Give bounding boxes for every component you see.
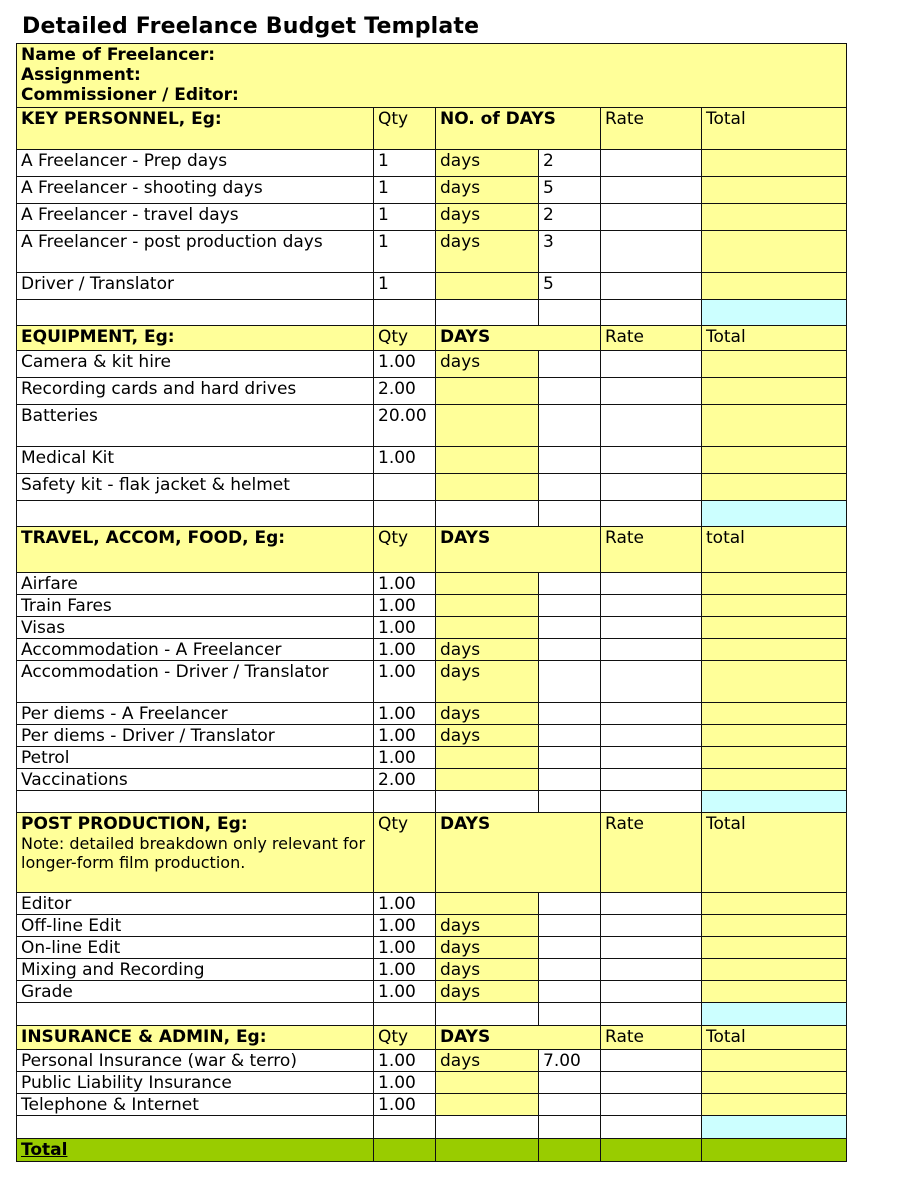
blank-cell [436,1116,539,1139]
item-cell: On-line Edit [17,937,374,959]
blank-cell [601,300,702,326]
total-cell [702,725,847,747]
item-cell: Editor [17,893,374,915]
days-count-cell: 7.00 [539,1050,601,1072]
item-cell: A Freelancer - post production days [17,231,374,273]
grand-total-row [17,1139,847,1162]
unit-cell: days [436,1050,539,1072]
qty-cell: 1 [374,150,436,177]
days-count-cell [539,769,601,791]
subtotal-cell [702,501,847,527]
qty-cell: 1.00 [374,981,436,1003]
days-count-cell [539,573,601,595]
blank-cell [374,1116,436,1139]
section-header-row [17,108,847,150]
days-count-cell [539,937,601,959]
total-cell [702,405,847,447]
rate-cell [601,1094,702,1116]
days-count-cell [539,1094,601,1116]
days-count-cell [539,725,601,747]
blank-cell [17,501,374,527]
item-cell: Accommodation - Driver / Translator [17,661,374,703]
table-row [17,447,847,474]
unit-cell [436,893,539,915]
section-heading-text: INSURANCE & ADMIN, Eg: [21,1027,267,1047]
unit-cell: days [436,981,539,1003]
item-cell: Grade [17,981,374,1003]
assignment-label: Assignment: [21,65,141,85]
unit-cell: days [436,639,539,661]
freelancer-name-label: Name of Freelancer: [21,45,216,65]
item-cell: Accommodation - A Freelancer [17,639,374,661]
blank-cell [17,1003,374,1026]
total-header: Total [702,326,847,351]
total-cell [702,573,847,595]
rate-cell [601,1050,702,1072]
days-count-cell [539,959,601,981]
blank-cell [374,501,436,527]
rate-cell [601,661,702,703]
qty-cell: 1.00 [374,747,436,769]
table-row [17,981,847,1003]
blank-cell [601,791,702,813]
total-cell [702,595,847,617]
section-heading-text: TRAVEL, ACCOM, FOOD, Eg: [21,528,286,548]
rate-header: Rate [601,527,702,573]
total-cell [702,150,847,177]
qty-cell [374,474,436,501]
total-cell [702,1094,847,1116]
qty-cell: 1 [374,273,436,300]
rate-cell [601,617,702,639]
rate-cell [601,1072,702,1094]
total-cell [702,231,847,273]
table-row [17,959,847,981]
rate-cell [601,447,702,474]
days-header: NO. of DAYS [436,108,601,150]
item-cell: A Freelancer - shooting days [17,177,374,204]
days-count-cell [539,703,601,725]
qty-header: Qty [374,813,436,893]
subtotal-row [17,300,847,326]
unit-cell: days [436,231,539,273]
section-heading-text: KEY PERSONNEL, Eg: [21,109,222,129]
total-cell [702,639,847,661]
rate-cell [601,177,702,204]
table-row [17,573,847,595]
section-heading-text: POST PRODUCTION, Eg: [21,814,248,834]
unit-cell [436,1094,539,1116]
blank-cell [436,1003,539,1026]
qty-cell: 20.00 [374,405,436,447]
qty-header: Qty [374,108,436,150]
rate-cell [601,405,702,447]
table-row [17,769,847,791]
qty-cell: 1.00 [374,937,436,959]
days-header: DAYS [436,1026,601,1050]
blank-cell [374,1003,436,1026]
item-cell: Recording cards and hard drives [17,378,374,405]
item-cell: Visas [17,617,374,639]
table-row [17,1094,847,1116]
subtotal-row [17,501,847,527]
unit-cell: days [436,204,539,231]
rate-cell [601,915,702,937]
qty-cell: 1.00 [374,915,436,937]
grand-total-cell [539,1139,601,1162]
days-count-cell [539,474,601,501]
total-cell [702,447,847,474]
grand-total-cell [601,1139,702,1162]
item-cell: Mixing and Recording [17,959,374,981]
total-cell [702,981,847,1003]
commissioner-label: Commissioner / Editor: [21,85,239,105]
total-cell [702,661,847,703]
section-heading [17,1026,374,1050]
qty-header: Qty [374,527,436,573]
item-cell: Train Fares [17,595,374,617]
blank-cell [539,1116,601,1139]
total-cell [702,351,847,378]
subtotal-cell [702,791,847,813]
rate-header: Rate [601,1026,702,1050]
qty-cell: 1.00 [374,1072,436,1094]
total-cell [702,1072,847,1094]
grand-total-cell [436,1139,539,1162]
table-row [17,378,847,405]
qty-cell: 1.00 [374,661,436,703]
total-cell [702,204,847,231]
qty-cell: 1.00 [374,351,436,378]
info-block [17,44,847,108]
section-heading [17,527,374,573]
unit-cell [436,474,539,501]
unit-cell [436,617,539,639]
page-title: Detailed Freelance Budget Template [22,14,480,39]
qty-cell: 1.00 [374,1094,436,1116]
item-cell: Public Liability Insurance [17,1072,374,1094]
item-cell: Per diems - A Freelancer [17,703,374,725]
total-header: Total [702,1026,847,1050]
days-header: DAYS [436,527,601,573]
days-count-cell [539,447,601,474]
table-row [17,747,847,769]
rate-cell [601,231,702,273]
table-row [17,351,847,378]
total-cell [702,959,847,981]
section-header-row [17,326,847,351]
rate-cell [601,639,702,661]
total-cell [702,915,847,937]
unit-cell: days [436,351,539,378]
total-cell [702,378,847,405]
unit-cell: days [436,661,539,703]
blank-cell [601,1003,702,1026]
days-count-cell: 3 [539,231,601,273]
days-count-cell: 2 [539,150,601,177]
blank-cell [539,791,601,813]
days-count-cell: 2 [539,204,601,231]
table-row [17,273,847,300]
blank-cell [539,501,601,527]
table-row [17,150,847,177]
table-row [17,725,847,747]
rate-cell [601,703,702,725]
total-cell [702,474,847,501]
unit-cell [436,1072,539,1094]
rate-cell [601,378,702,405]
days-count-cell [539,981,601,1003]
unit-cell [436,378,539,405]
qty-cell: 1.00 [374,639,436,661]
table-row [17,703,847,725]
rate-cell [601,959,702,981]
unit-cell [436,573,539,595]
subtotal-cell [702,1003,847,1026]
total-cell [702,893,847,915]
section-heading [17,326,374,351]
unit-cell: days [436,150,539,177]
days-header: DAYS [436,326,601,351]
blank-cell [539,300,601,326]
unit-cell: days [436,959,539,981]
days-count-cell [539,617,601,639]
item-cell: Telephone & Internet [17,1094,374,1116]
total-cell [702,273,847,300]
days-count-cell [539,378,601,405]
qty-cell: 1.00 [374,703,436,725]
rate-cell [601,981,702,1003]
days-count-cell [539,595,601,617]
section-header-row [17,1026,847,1050]
item-cell: Batteries [17,405,374,447]
blank-cell [539,1003,601,1026]
table-row [17,893,847,915]
table-row [17,639,847,661]
subtotal-row [17,1116,847,1139]
table-row [17,1072,847,1094]
blank-cell [17,1116,374,1139]
item-cell: Safety kit - flak jacket & helmet [17,474,374,501]
rate-cell [601,937,702,959]
table-row [17,937,847,959]
total-header: total [702,527,847,573]
qty-header: Qty [374,326,436,351]
qty-header: Qty [374,1026,436,1050]
qty-cell: 2.00 [374,378,436,405]
qty-cell: 1 [374,231,436,273]
days-count-cell [539,639,601,661]
rate-header: Rate [601,108,702,150]
section-header-row [17,813,847,893]
subtotal-cell [702,300,847,326]
unit-cell: days [436,915,539,937]
unit-cell [436,273,539,300]
days-count-cell [539,915,601,937]
unit-cell [436,447,539,474]
rate-cell [601,474,702,501]
unit-cell: days [436,725,539,747]
days-count-cell [539,1072,601,1094]
grand-total-label: Total [21,1140,68,1160]
blank-cell [601,1116,702,1139]
table-row [17,595,847,617]
total-header: Total [702,813,847,893]
qty-cell: 1 [374,204,436,231]
qty-cell: 1.00 [374,447,436,474]
unit-cell: days [436,177,539,204]
table-row [17,617,847,639]
table-row [17,474,847,501]
total-cell [702,177,847,204]
rate-cell [601,573,702,595]
qty-cell: 1.00 [374,959,436,981]
qty-cell: 1.00 [374,573,436,595]
qty-cell: 1.00 [374,595,436,617]
days-count-cell: 5 [539,177,601,204]
total-cell [702,769,847,791]
section-header-row [17,527,847,573]
days-count-cell [539,747,601,769]
item-cell: Per diems - Driver / Translator [17,725,374,747]
days-header: DAYS [436,813,601,893]
subtotal-row [17,791,847,813]
section-note: Note: detailed breakdown only relevant for longer-form film production. [21,834,366,872]
table-row [17,405,847,447]
rate-header: Rate [601,813,702,893]
table-row [17,915,847,937]
qty-cell: 1.00 [374,617,436,639]
subtotal-row [17,1003,847,1026]
total-cell [702,703,847,725]
days-count-cell: 5 [539,273,601,300]
qty-cell: 1.00 [374,1050,436,1072]
table-row [17,204,847,231]
total-cell [702,937,847,959]
section-heading [17,813,374,893]
blank-cell [601,501,702,527]
rate-cell [601,150,702,177]
section-heading-text: EQUIPMENT, Eg: [21,327,175,347]
blank-cell [436,300,539,326]
item-cell: Medical Kit [17,447,374,474]
budget-table [16,43,847,1162]
total-header: Total [702,108,847,150]
item-cell: A Freelancer - Prep days [17,150,374,177]
total-cell [702,747,847,769]
blank-cell [17,791,374,813]
qty-cell: 1 [374,177,436,204]
rate-cell [601,893,702,915]
unit-cell [436,769,539,791]
grand-total-cell [374,1139,436,1162]
table-row [17,661,847,703]
grand-total-label-cell [17,1139,374,1162]
grand-total-cell [702,1139,847,1162]
rate-cell [601,747,702,769]
item-cell: Vaccinations [17,769,374,791]
blank-cell [17,300,374,326]
section-heading [17,108,374,150]
blank-cell [436,501,539,527]
rate-header: Rate [601,326,702,351]
rate-cell [601,204,702,231]
item-cell: Petrol [17,747,374,769]
item-cell: Driver / Translator [17,273,374,300]
total-cell [702,1050,847,1072]
days-count-cell [539,405,601,447]
rate-cell [601,351,702,378]
blank-cell [374,300,436,326]
table-row [17,1050,847,1072]
qty-cell: 1.00 [374,725,436,747]
subtotal-cell [702,1116,847,1139]
item-cell: A Freelancer - travel days [17,204,374,231]
unit-cell: days [436,937,539,959]
item-cell: Personal Insurance (war & terro) [17,1050,374,1072]
days-count-cell [539,661,601,703]
rate-cell [601,273,702,300]
unit-cell [436,405,539,447]
blank-cell [436,791,539,813]
qty-cell: 1.00 [374,893,436,915]
item-cell: Camera & kit hire [17,351,374,378]
unit-cell [436,747,539,769]
qty-cell: 2.00 [374,769,436,791]
blank-cell [374,791,436,813]
table-row [17,231,847,273]
unit-cell [436,595,539,617]
item-cell: Off-line Edit [17,915,374,937]
item-cell: Airfare [17,573,374,595]
unit-cell: days [436,703,539,725]
days-count-cell [539,893,601,915]
days-count-cell [539,351,601,378]
table-row [17,177,847,204]
rate-cell [601,725,702,747]
total-cell [702,617,847,639]
rate-cell [601,595,702,617]
rate-cell [601,769,702,791]
